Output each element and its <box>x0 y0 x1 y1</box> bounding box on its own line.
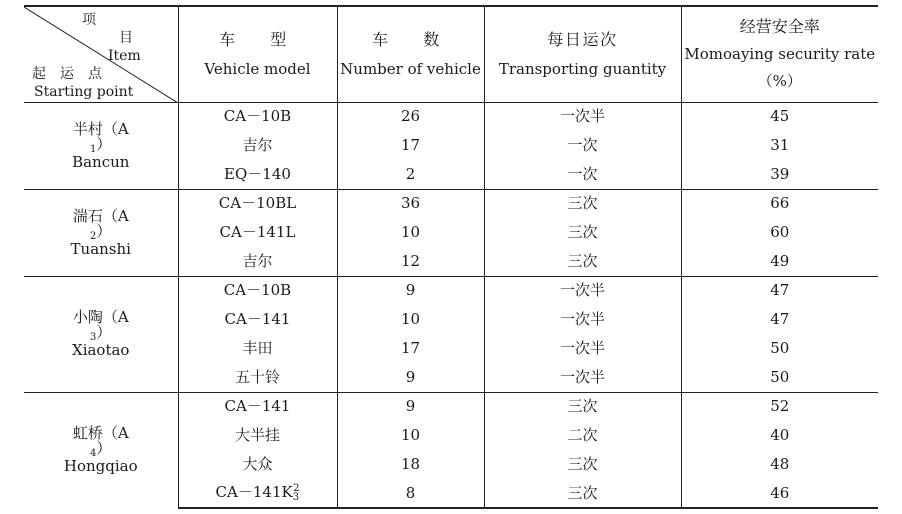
table-row <box>24 276 878 305</box>
origin-close-paren: ） <box>96 439 112 458</box>
origin-close-paren: ） <box>96 323 112 341</box>
rate-cell: 50 <box>681 363 878 392</box>
rate-cell: 49 <box>681 247 878 276</box>
count-cell: 2 <box>337 160 484 189</box>
table-row <box>24 102 878 131</box>
trips-cell: 一次半 <box>484 305 681 334</box>
corner-origin-en: Starting point <box>34 84 134 100</box>
trips-cell: 一次半 <box>484 363 681 392</box>
count-cell: 36 <box>337 189 484 218</box>
count-cell: 9 <box>337 392 484 421</box>
trips-cell: 三次 <box>484 218 681 247</box>
corner-item-zh-2: 目 <box>119 30 133 46</box>
model-cell: 大半挂 <box>178 421 337 450</box>
model-cell <box>178 479 337 508</box>
origin-name-en: Xiaotao <box>72 341 130 359</box>
origin-name-zh: 虹桥（A <box>72 424 129 443</box>
count-cell: 10 <box>337 421 484 450</box>
safety-header-en: Momoaying security rate <box>684 45 876 64</box>
vehicle-safety-table <box>24 5 878 509</box>
count-cell: 26 <box>337 102 484 131</box>
corner-item-en: Item <box>108 48 141 64</box>
trips-cell: 二次 <box>484 421 681 450</box>
origin-cell-tuanshi <box>24 189 178 276</box>
trips-cell: 三次 <box>484 247 681 276</box>
rate-cell: 48 <box>681 450 878 479</box>
model-cell: CA－10B <box>178 276 337 305</box>
model-header <box>178 6 337 102</box>
origin-subscript: 4 <box>90 448 97 460</box>
rate-cell: 40 <box>681 421 878 450</box>
count-header <box>337 6 484 102</box>
trips-cell: 一次 <box>484 131 681 160</box>
rate-cell: 47 <box>681 305 878 334</box>
rate-cell: 50 <box>681 334 878 363</box>
corner-item-zh-1: 项 <box>82 12 96 28</box>
safety-header <box>681 6 878 102</box>
rate-cell: 60 <box>681 218 878 247</box>
model-text: CA－141K <box>215 482 293 501</box>
origin-name-zh: 半村（A <box>72 119 129 138</box>
count-cell: 9 <box>337 363 484 392</box>
count-cell: 8 <box>337 479 484 508</box>
model-cell: CA－141L <box>178 218 337 247</box>
count-cell: 17 <box>337 131 484 160</box>
origin-close-paren: ） <box>96 134 112 153</box>
count-cell: 17 <box>337 334 484 363</box>
origin-subscript: 1 <box>90 143 97 155</box>
origin-name-zh: 湍石（A <box>72 206 129 225</box>
trips-cell: 三次 <box>484 392 681 421</box>
count-cell: 12 <box>337 247 484 276</box>
table-row <box>24 392 878 421</box>
model-cell: 吉尔 <box>178 131 337 160</box>
count-cell: 9 <box>337 276 484 305</box>
model-cell: CA－10B <box>178 102 337 131</box>
model-subscript: 3 <box>292 491 300 503</box>
trips-header-zh: 每日运次 <box>547 29 618 49</box>
rate-cell: 45 <box>681 102 878 131</box>
table-body <box>24 102 878 508</box>
trips-cell: 三次 <box>484 189 681 218</box>
model-cell: 吉尔 <box>178 247 337 276</box>
origin-close-paren: ） <box>96 221 112 240</box>
rate-cell: 39 <box>681 160 878 189</box>
trips-cell: 一次半 <box>484 102 681 131</box>
model-cell: EQ－140 <box>178 160 337 189</box>
trips-cell: 三次 <box>484 479 681 508</box>
rate-cell: 31 <box>681 131 878 160</box>
trips-cell: 一次半 <box>484 276 681 305</box>
model-cell: CA－141 <box>178 305 337 334</box>
table-row <box>24 189 878 218</box>
count-header-en: Number of vehicle <box>340 59 481 78</box>
rate-cell: 52 <box>681 392 878 421</box>
count-header-zh: 车 数 <box>372 29 449 49</box>
safety-header-unit: （%） <box>757 72 802 91</box>
origin-subscript: 2 <box>90 230 97 242</box>
count-cell: 10 <box>337 305 484 334</box>
origin-cell-xiaotao <box>24 276 178 392</box>
model-cell: 大众 <box>178 450 337 479</box>
count-cell: 18 <box>337 450 484 479</box>
model-header-en: Vehicle model <box>204 59 311 78</box>
origin-name-en: Tuanshi <box>70 239 131 258</box>
count-cell: 10 <box>337 218 484 247</box>
model-cell: 五十铃 <box>178 363 337 392</box>
rate-cell: 47 <box>681 276 878 305</box>
model-cell: CA－141 <box>178 392 337 421</box>
trips-cell: 三次 <box>484 450 681 479</box>
model-superscript: 2 <box>293 482 300 494</box>
origin-name-en: Hongqiao <box>63 457 138 476</box>
origin-cell-bancun <box>24 102 178 189</box>
corner-header-cell <box>24 6 178 102</box>
corner-origin-zh: 起 运 点 <box>32 66 102 82</box>
safety-header-zh: 经营安全率 <box>739 17 820 37</box>
origin-cell-hongqiao <box>24 392 178 508</box>
model-header-zh: 车 型 <box>219 29 296 49</box>
model-cell: CA－10BL <box>178 189 337 218</box>
header-row <box>24 6 878 102</box>
trips-header <box>484 6 681 102</box>
trips-cell: 一次 <box>484 160 681 189</box>
model-cell: 丰田 <box>178 334 337 363</box>
rate-cell: 46 <box>681 479 878 508</box>
origin-name-en: Bancun <box>72 152 130 171</box>
trips-header-en: Transporting guantity <box>498 59 667 78</box>
rate-cell: 66 <box>681 189 878 218</box>
trips-cell: 一次半 <box>484 334 681 363</box>
origin-subscript: 3 <box>90 332 97 343</box>
origin-name-zh: 小陶（A <box>72 308 129 326</box>
